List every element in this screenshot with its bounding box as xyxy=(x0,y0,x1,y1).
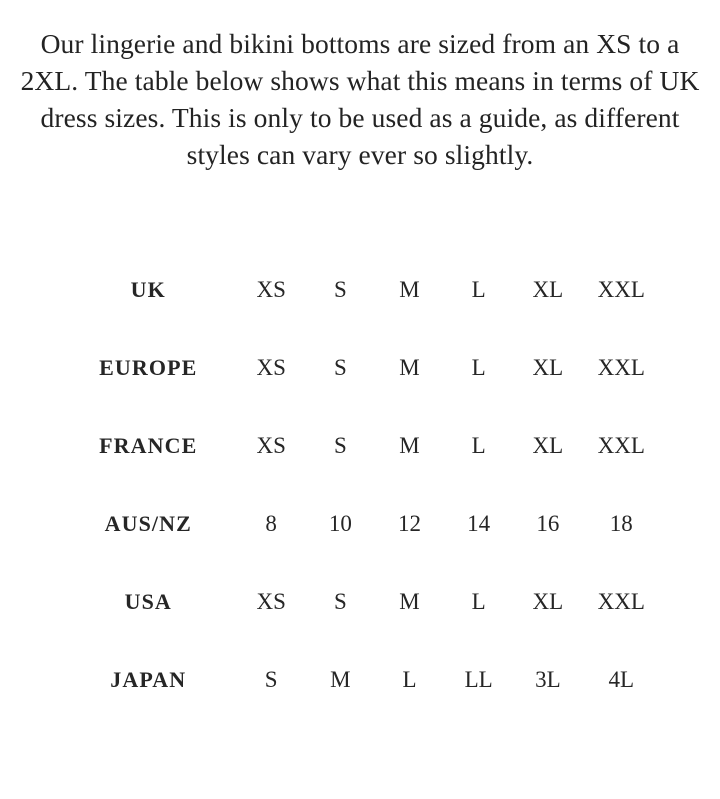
cell-europe-6: XXL xyxy=(597,355,645,381)
cell-uk-2: S xyxy=(333,277,347,303)
cell-japan-6: 4L xyxy=(608,667,635,693)
cell-europe-5: XL xyxy=(532,355,564,381)
cell-usa-6: XXL xyxy=(597,589,645,615)
row-label-japan: JAPAN xyxy=(110,667,187,693)
cell-ausnz-6: 18 xyxy=(609,511,633,537)
cell-france-6: XXL xyxy=(597,433,645,459)
size-conversion-table xyxy=(60,251,660,719)
cell-europe-3: M xyxy=(399,355,420,381)
row-label-france: FRANCE xyxy=(99,433,198,459)
cell-ausnz-5: 16 xyxy=(536,511,560,537)
cell-uk-5: XL xyxy=(532,277,564,303)
row-label-uk: UK xyxy=(130,277,166,303)
table-row xyxy=(60,563,660,641)
table-row xyxy=(60,641,660,719)
cell-usa-1: XS xyxy=(256,589,286,615)
cell-usa-4: L xyxy=(471,589,486,615)
cell-europe-1: XS xyxy=(256,355,286,381)
table-row xyxy=(60,329,660,407)
cell-france-5: XL xyxy=(532,433,564,459)
cell-france-1: XS xyxy=(256,433,286,459)
cell-ausnz-2: 10 xyxy=(328,511,352,537)
cell-ausnz-1: 8 xyxy=(265,511,277,537)
cell-ausnz-4: 14 xyxy=(467,511,491,537)
cell-france-4: L xyxy=(471,433,486,459)
cell-europe-4: L xyxy=(471,355,486,381)
table-row xyxy=(60,485,660,563)
cell-france-3: M xyxy=(399,433,420,459)
table-row xyxy=(60,251,660,329)
row-label-europe: EUROPE xyxy=(99,355,198,381)
cell-uk-4: L xyxy=(471,277,486,303)
row-label-ausnz: AUS/NZ xyxy=(104,511,192,537)
cell-uk-1: XS xyxy=(256,277,286,303)
cell-usa-3: M xyxy=(399,589,420,615)
table-row xyxy=(60,407,660,485)
cell-japan-2: M xyxy=(330,667,351,693)
cell-usa-5: XL xyxy=(532,589,564,615)
cell-europe-2: S xyxy=(333,355,347,381)
cell-japan-1: S xyxy=(264,667,278,693)
cell-uk-3: M xyxy=(399,277,420,303)
cell-usa-2: S xyxy=(333,589,347,615)
cell-uk-6: XXL xyxy=(597,277,645,303)
cell-ausnz-3: 12 xyxy=(397,511,421,537)
cell-japan-3: L xyxy=(402,667,417,693)
row-label-usa: USA xyxy=(124,589,172,615)
cell-france-2: S xyxy=(333,433,347,459)
intro-paragraph: Our lingerie and bikini bottoms are sized from an XS to a 2XL. The table below shows what this means in terms of UK dress sizes. This is only to be used as a guide, as different styles can vary ever so slightly. xyxy=(20,28,700,170)
cell-japan-5: 3L xyxy=(535,667,561,693)
table-body xyxy=(60,251,660,719)
cell-japan-4: LL xyxy=(464,667,493,693)
